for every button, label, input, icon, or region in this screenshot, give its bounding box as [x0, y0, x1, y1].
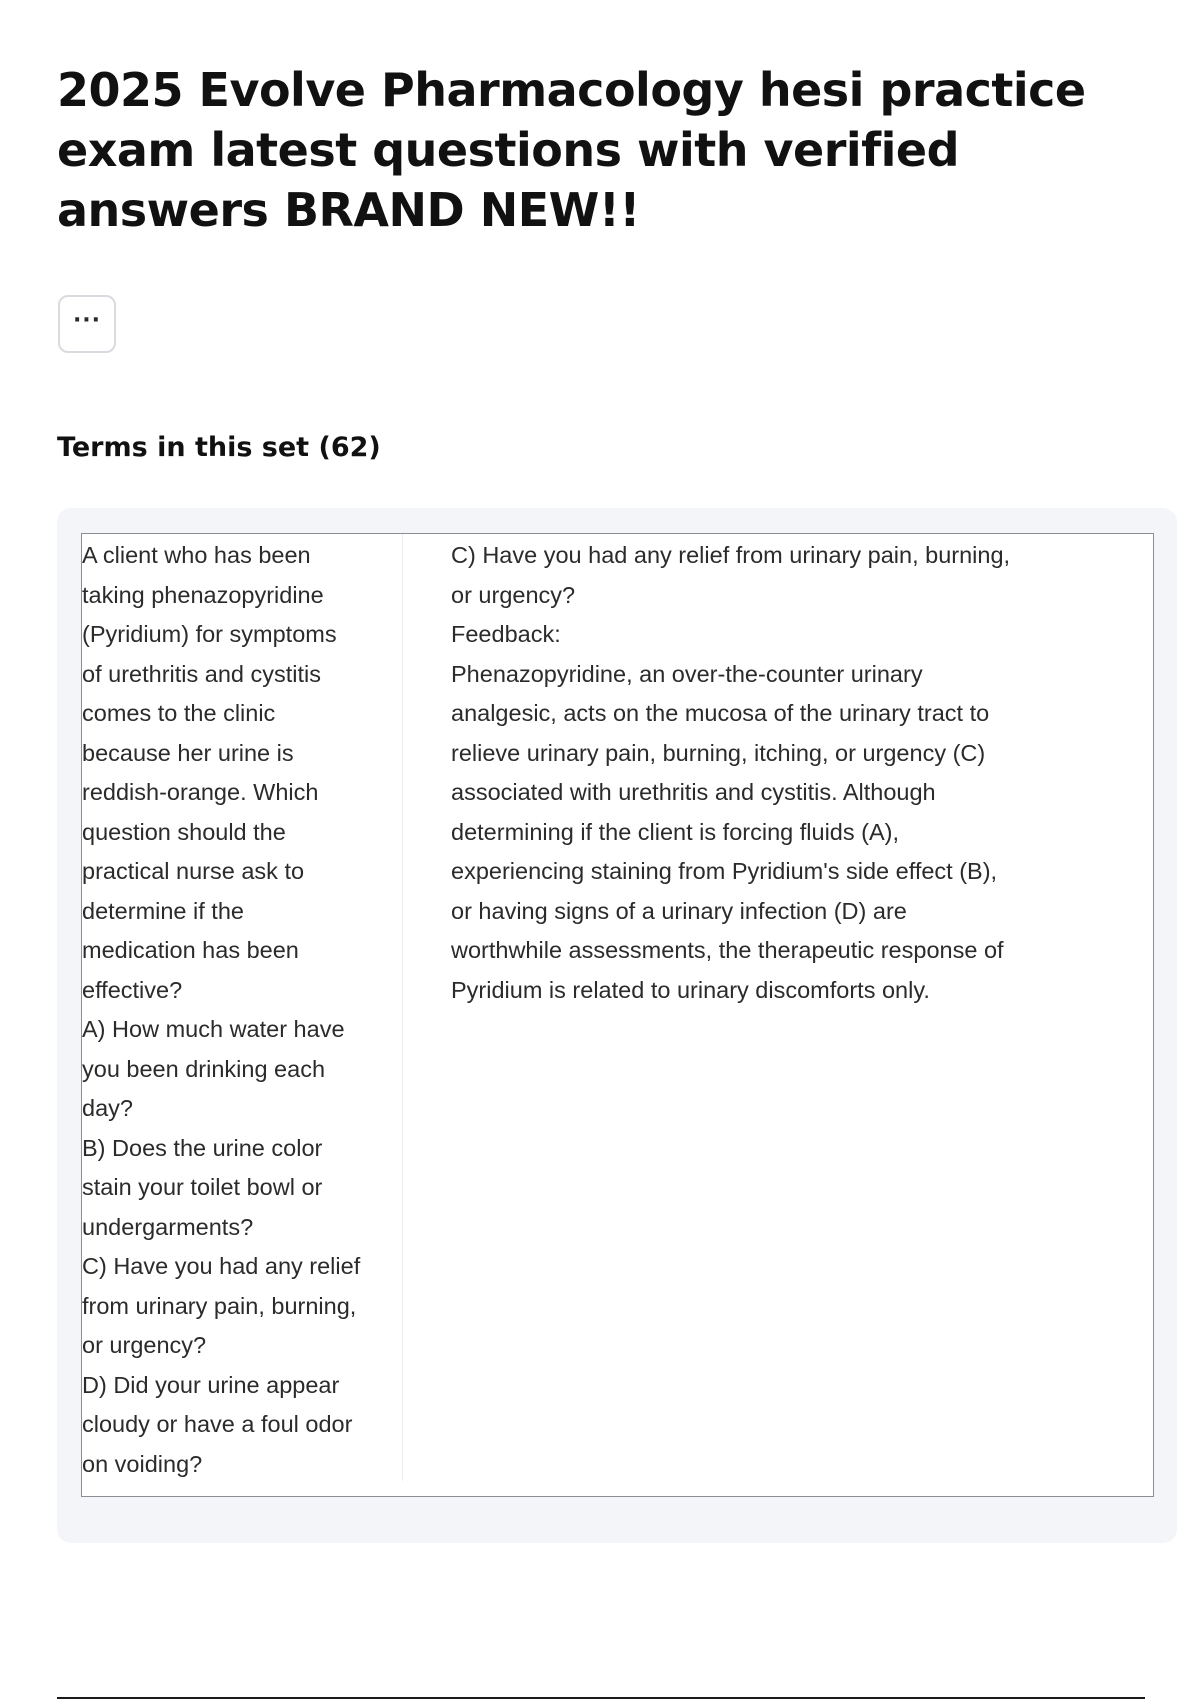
more-options-button[interactable] [58, 295, 116, 353]
term-text: A client who has been taking phenazopyridine (Pyridium) for symptoms of urethritis and cystitis comes to the clinic because her urine is reddish-orange. Which question should the practical nurse ask to determine if the medication has been effective? A) How much water have you been drinking each day? B) Does the urine color stain your toilet bowl or undergarments? C) Have you had any relief from urinary pain, burning, or urgency? D) Did your urine appear cloudy or have a foul odor on voiding? [82, 534, 403, 1481]
term-card [81, 533, 1154, 1497]
terms-heading: Terms in this set (62) [57, 432, 381, 463]
definition-text: C) Have you had any relief from urinary pain, burning, or urgency? Feedback: Phenazopyridine, an over-the-counter urinary analgesic, acts on the mucosa of the urinary tract to relieve urinary pain, burning, itching, or urgency (C) associated with urethritis and cystitis. Although determining if the client is forcing fluids (A), experiencing staining from Pyridium's side effect (B), or having signs of a urinary infection (D) are worthwhile assessments, the therapeutic response of Pyridium is related to urinary discomforts only. [451, 542, 1011, 1003]
ellipsis-icon: ··· [72, 308, 102, 333]
page-title: 2025 Evolve Pharmacology hesi practice exam latest questions with verified answers BRAND NEW!! [57, 63, 1086, 237]
divider [57, 1697, 1145, 1699]
